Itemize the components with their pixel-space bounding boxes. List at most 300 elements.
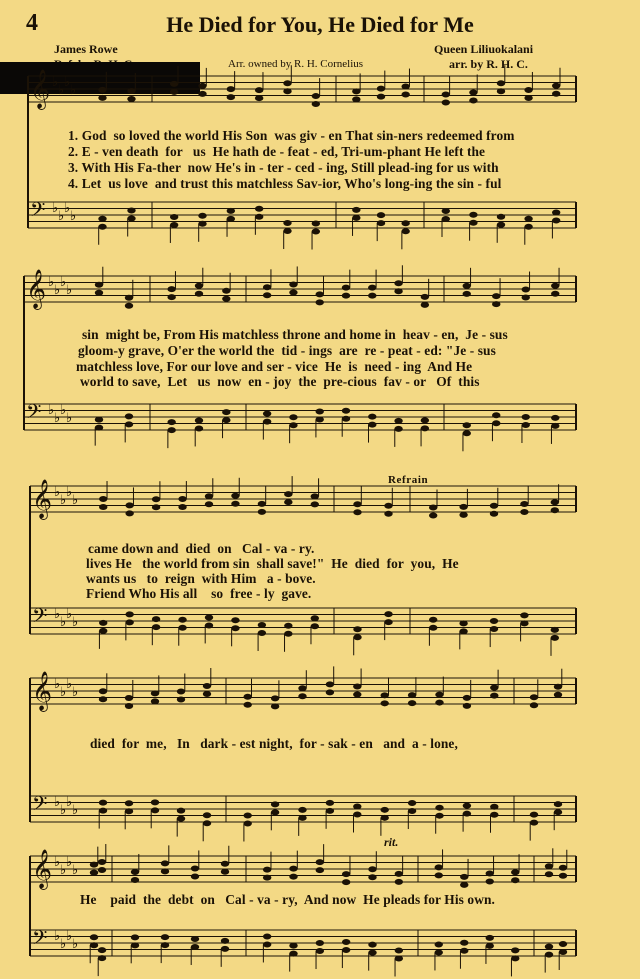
bass-clef-icon: 𝄢 xyxy=(32,604,48,632)
note-head xyxy=(177,808,185,814)
note-head xyxy=(263,941,271,947)
note-head xyxy=(227,216,235,222)
note-head xyxy=(221,869,229,875)
note-head xyxy=(395,955,403,961)
flat-icon: ♭ xyxy=(60,275,67,290)
note-head xyxy=(554,692,562,698)
note-head xyxy=(408,692,416,698)
note-head xyxy=(99,696,107,702)
note-head xyxy=(530,702,538,708)
note-head xyxy=(125,502,133,508)
note-head xyxy=(551,499,559,505)
note-head xyxy=(463,291,471,297)
note-head xyxy=(161,868,169,874)
note-head xyxy=(205,493,213,499)
note-head xyxy=(381,700,389,706)
note-head xyxy=(98,216,106,222)
note-head xyxy=(151,698,159,704)
flat-icon: ♭ xyxy=(66,929,73,944)
treble-clef-icon: 𝄞 xyxy=(32,849,53,889)
flat-icon: ♭ xyxy=(60,803,67,818)
note-head xyxy=(559,865,567,871)
note-head xyxy=(195,425,203,431)
note-head xyxy=(312,221,320,227)
note-head xyxy=(442,100,450,106)
note-head xyxy=(311,623,319,629)
note-head xyxy=(395,947,403,953)
note-head xyxy=(551,291,559,297)
note-head xyxy=(289,414,297,420)
note-head xyxy=(312,229,320,235)
note-head xyxy=(98,947,106,953)
note-head xyxy=(368,874,376,880)
lyric-line: 2. E - ven death for us He hath de - feat - ed, Tri-um-phant He left the xyxy=(68,144,486,159)
note-head xyxy=(177,816,185,822)
note-head xyxy=(244,694,252,700)
note-head xyxy=(520,509,528,515)
flat-icon: ♭ xyxy=(54,855,61,870)
note-head xyxy=(401,220,409,226)
note-head xyxy=(203,683,211,689)
note-head xyxy=(552,83,560,89)
note-head xyxy=(545,944,553,950)
note-head xyxy=(486,935,494,941)
refrain-label: Refrain xyxy=(388,474,429,486)
note-head xyxy=(554,684,562,690)
note-head xyxy=(98,87,106,93)
note-head xyxy=(459,620,467,626)
note-head xyxy=(195,291,203,297)
note-head xyxy=(342,871,350,877)
flat-icon: ♭ xyxy=(66,855,73,870)
flat-icon: ♭ xyxy=(72,803,79,818)
lyric-line: 4. Let us love and trust this matchless Sav-ior, Who's long-ing the sin - ful xyxy=(68,176,502,191)
note-head xyxy=(530,812,538,818)
note-head xyxy=(377,220,385,226)
note-head xyxy=(95,282,103,288)
note-head xyxy=(326,808,334,814)
note-head xyxy=(203,820,211,826)
note-head xyxy=(429,504,437,510)
note-head xyxy=(170,214,178,220)
note-head xyxy=(342,939,350,945)
note-head xyxy=(198,213,206,219)
note-head xyxy=(255,87,263,93)
flat-icon: ♭ xyxy=(58,209,65,224)
note-head xyxy=(522,414,530,420)
note-head xyxy=(316,299,324,305)
note-head xyxy=(408,700,416,706)
note-head xyxy=(384,511,392,517)
note-head xyxy=(460,948,468,954)
note-head xyxy=(520,612,528,618)
note-head xyxy=(125,303,133,309)
note-head xyxy=(127,96,135,102)
note-head xyxy=(284,631,292,637)
note-head xyxy=(486,943,494,949)
note-head xyxy=(435,949,443,955)
note-head xyxy=(205,622,213,628)
note-head xyxy=(395,871,403,877)
note-head xyxy=(151,799,159,805)
note-head xyxy=(99,628,107,634)
flat-icon: ♭ xyxy=(60,685,67,700)
note-head xyxy=(497,80,505,86)
note-head xyxy=(395,879,403,885)
note-head xyxy=(231,501,239,507)
note-head xyxy=(125,619,133,625)
note-head xyxy=(125,703,133,709)
note-head xyxy=(289,281,297,287)
note-head xyxy=(161,934,169,940)
note-head xyxy=(125,413,133,419)
note-head xyxy=(377,94,385,100)
note-head xyxy=(167,286,175,292)
note-head xyxy=(289,866,297,872)
note-head xyxy=(552,217,560,223)
note-head xyxy=(559,949,567,955)
note-head xyxy=(559,941,567,947)
note-head xyxy=(283,80,291,86)
note-head xyxy=(352,96,360,102)
flat-icon: ♭ xyxy=(66,607,73,622)
note-head xyxy=(170,81,178,87)
note-head xyxy=(125,295,133,301)
note-head xyxy=(125,421,133,427)
note-head xyxy=(352,215,360,221)
note-head xyxy=(271,695,279,701)
flat-icon: ♭ xyxy=(70,83,77,98)
note-head xyxy=(421,302,429,308)
note-head xyxy=(429,625,437,631)
flat-icon: ♭ xyxy=(72,493,79,508)
note-head xyxy=(408,800,416,806)
note-head xyxy=(460,874,468,880)
note-head xyxy=(258,509,266,515)
flat-icon: ♭ xyxy=(60,615,67,630)
note-head xyxy=(222,288,230,294)
note-head xyxy=(316,948,324,954)
note-head xyxy=(490,618,498,624)
note-head xyxy=(178,617,186,623)
note-head xyxy=(463,283,471,289)
flat-icon: ♭ xyxy=(60,493,67,508)
note-head xyxy=(530,694,538,700)
words-author: James Rowe xyxy=(54,42,118,56)
note-head xyxy=(284,499,292,505)
note-head xyxy=(421,417,429,423)
tempo-marking: rit. xyxy=(384,835,399,849)
note-head xyxy=(152,504,160,510)
note-head xyxy=(435,805,443,811)
note-head xyxy=(289,874,297,880)
note-head xyxy=(551,635,559,641)
note-head xyxy=(99,504,107,510)
treble-clef-icon: 𝄞 xyxy=(32,671,53,711)
note-head xyxy=(463,695,471,701)
note-head xyxy=(152,624,160,630)
flat-icon: ♭ xyxy=(64,75,71,90)
bass-clef-icon: 𝄢 xyxy=(30,198,46,226)
note-head xyxy=(545,863,553,869)
note-head xyxy=(283,228,291,234)
flat-icon: ♭ xyxy=(54,795,61,810)
note-head xyxy=(469,212,477,218)
note-head xyxy=(463,803,471,809)
note-head xyxy=(459,512,467,518)
note-head xyxy=(198,91,206,97)
note-head xyxy=(342,947,350,953)
copyright-note: Arr. owned by R. H. Cornelius xyxy=(228,58,364,70)
note-head xyxy=(98,955,106,961)
note-head xyxy=(98,95,106,101)
note-head xyxy=(551,423,559,429)
note-head xyxy=(127,88,135,94)
note-head xyxy=(95,290,103,296)
note-head xyxy=(99,688,107,694)
note-head xyxy=(222,296,230,302)
note-head xyxy=(490,626,498,632)
note-head xyxy=(191,944,199,950)
treble-clef-icon: 𝄞 xyxy=(30,69,51,109)
note-head xyxy=(231,493,239,499)
note-head xyxy=(442,92,450,98)
flat-icon: ♭ xyxy=(48,275,55,290)
note-head xyxy=(353,501,361,507)
note-head xyxy=(353,691,361,697)
note-head xyxy=(255,214,263,220)
note-head xyxy=(377,212,385,218)
note-head xyxy=(551,627,559,633)
note-head xyxy=(353,683,361,689)
note-head xyxy=(289,289,297,295)
note-head xyxy=(244,812,252,818)
note-head xyxy=(342,285,350,291)
note-head xyxy=(99,620,107,626)
flat-icon: ♭ xyxy=(48,403,55,418)
note-head xyxy=(99,496,107,502)
note-head xyxy=(511,869,519,875)
flat-icon: ♭ xyxy=(54,607,61,622)
note-head xyxy=(95,425,103,431)
note-head xyxy=(469,220,477,226)
note-head xyxy=(205,501,213,507)
note-head xyxy=(490,511,498,517)
note-head xyxy=(227,94,235,100)
note-head xyxy=(152,616,160,622)
hymn-title: He Died for You, He Died for Me xyxy=(166,12,474,37)
note-head xyxy=(203,691,211,697)
note-head xyxy=(316,408,324,414)
note-head xyxy=(90,870,98,876)
note-head xyxy=(167,427,175,433)
note-head xyxy=(316,859,324,865)
note-head xyxy=(435,872,443,878)
note-head xyxy=(520,501,528,507)
note-head xyxy=(255,95,263,101)
note-head xyxy=(524,87,532,93)
note-head xyxy=(497,214,505,220)
lyric-line: came down and died on Cal - va - ry. xyxy=(88,541,315,556)
flat-icon: ♭ xyxy=(60,937,67,952)
note-head xyxy=(90,934,98,940)
flat-icon: ♭ xyxy=(54,283,61,298)
note-head xyxy=(342,408,350,414)
note-head xyxy=(511,877,519,883)
note-head xyxy=(283,88,291,94)
note-head xyxy=(520,620,528,626)
music-arranger: arr. by R. H. C. xyxy=(449,57,528,71)
note-head xyxy=(221,946,229,952)
note-head xyxy=(222,417,230,423)
note-head xyxy=(421,294,429,300)
note-head xyxy=(368,293,376,299)
note-head xyxy=(289,951,297,957)
note-head xyxy=(90,942,98,948)
lyric-line: 1. God so loved the world His Son was giv - en That sin-ners redeemed from xyxy=(68,128,515,143)
note-head xyxy=(263,411,271,417)
note-head xyxy=(316,291,324,297)
note-head xyxy=(170,89,178,95)
flat-icon: ♭ xyxy=(52,201,59,216)
flat-icon: ♭ xyxy=(66,283,73,298)
note-head xyxy=(271,703,279,709)
note-head xyxy=(263,284,271,290)
note-head xyxy=(492,412,500,418)
note-head xyxy=(98,224,106,230)
note-head xyxy=(486,878,494,884)
note-head xyxy=(551,507,559,513)
note-head xyxy=(311,501,319,507)
note-head xyxy=(195,417,203,423)
note-head xyxy=(435,700,443,706)
flat-icon: ♭ xyxy=(58,83,65,98)
note-head xyxy=(95,417,103,423)
note-head xyxy=(125,611,133,617)
note-head xyxy=(353,634,361,640)
note-head xyxy=(170,222,178,228)
note-head xyxy=(191,873,199,879)
note-head xyxy=(298,807,306,813)
note-head xyxy=(326,681,334,687)
note-head xyxy=(131,877,139,883)
note-head xyxy=(231,617,239,623)
note-head xyxy=(421,425,429,431)
note-head xyxy=(221,861,229,867)
note-head xyxy=(490,693,498,699)
note-head xyxy=(401,84,409,90)
note-head xyxy=(316,416,324,422)
note-head xyxy=(353,626,361,632)
note-head xyxy=(352,207,360,213)
note-head xyxy=(522,287,530,293)
note-head xyxy=(98,859,106,865)
flat-icon: ♭ xyxy=(54,485,61,500)
bass-clef-icon: 𝄢 xyxy=(32,926,48,954)
note-head xyxy=(490,804,498,810)
note-head xyxy=(463,422,471,428)
note-head xyxy=(511,955,519,961)
flat-icon: ♭ xyxy=(60,403,67,418)
note-head xyxy=(384,503,392,509)
note-head xyxy=(394,280,402,286)
note-head xyxy=(90,862,98,868)
note-head xyxy=(191,865,199,871)
treble-clef-icon: 𝄞 xyxy=(26,269,47,309)
note-head xyxy=(442,208,450,214)
note-head xyxy=(551,415,559,421)
note-head xyxy=(151,807,159,813)
note-head xyxy=(490,503,498,509)
note-head xyxy=(522,422,530,428)
note-head xyxy=(263,875,271,881)
note-head xyxy=(545,952,553,958)
note-head xyxy=(311,493,319,499)
note-head xyxy=(222,409,230,415)
note-head xyxy=(298,693,306,699)
note-head xyxy=(161,942,169,948)
lyric-line: wants us to reign with Him a - bove. xyxy=(86,571,316,586)
note-head xyxy=(545,871,553,877)
note-head xyxy=(127,216,135,222)
note-head xyxy=(552,91,560,97)
note-head xyxy=(381,692,389,698)
note-head xyxy=(177,689,185,695)
flat-icon: ♭ xyxy=(52,75,59,90)
note-head xyxy=(316,940,324,946)
note-head xyxy=(326,800,334,806)
note-head xyxy=(271,801,279,807)
note-head xyxy=(394,426,402,432)
flat-icon: ♭ xyxy=(72,615,79,630)
hymn-number: 4 xyxy=(26,10,38,36)
note-head xyxy=(205,614,213,620)
note-head xyxy=(99,808,107,814)
note-head xyxy=(381,807,389,813)
note-head xyxy=(368,414,376,420)
lyric-line: world to save, Let us now en - joy the pre-cious fav - or Of this xyxy=(80,374,480,389)
note-head xyxy=(492,293,500,299)
note-head xyxy=(522,295,530,301)
note-head xyxy=(554,801,562,807)
lyric-line: 3. With His Fa-ther now He's in - ter - ced - ing, Still plead-ing for us with xyxy=(68,160,499,175)
note-head xyxy=(401,228,409,234)
note-head xyxy=(377,86,385,92)
note-head xyxy=(131,942,139,948)
note-head xyxy=(127,208,135,214)
note-head xyxy=(258,501,266,507)
note-head xyxy=(326,689,334,695)
lyric-line: died for me, In dark - est night, for - sak - en and a - lone, xyxy=(90,736,458,751)
note-head xyxy=(178,504,186,510)
note-head xyxy=(258,622,266,628)
note-head xyxy=(459,628,467,634)
note-head xyxy=(381,815,389,821)
note-head xyxy=(384,611,392,617)
note-head xyxy=(178,496,186,502)
note-head xyxy=(490,685,498,691)
note-head xyxy=(460,940,468,946)
note-head xyxy=(312,93,320,99)
flat-icon: ♭ xyxy=(64,201,71,216)
flat-icon: ♭ xyxy=(54,411,61,426)
note-head xyxy=(316,867,324,873)
note-head xyxy=(284,491,292,497)
note-head xyxy=(99,800,107,806)
note-head xyxy=(497,88,505,94)
note-head xyxy=(490,812,498,818)
note-head xyxy=(263,867,271,873)
